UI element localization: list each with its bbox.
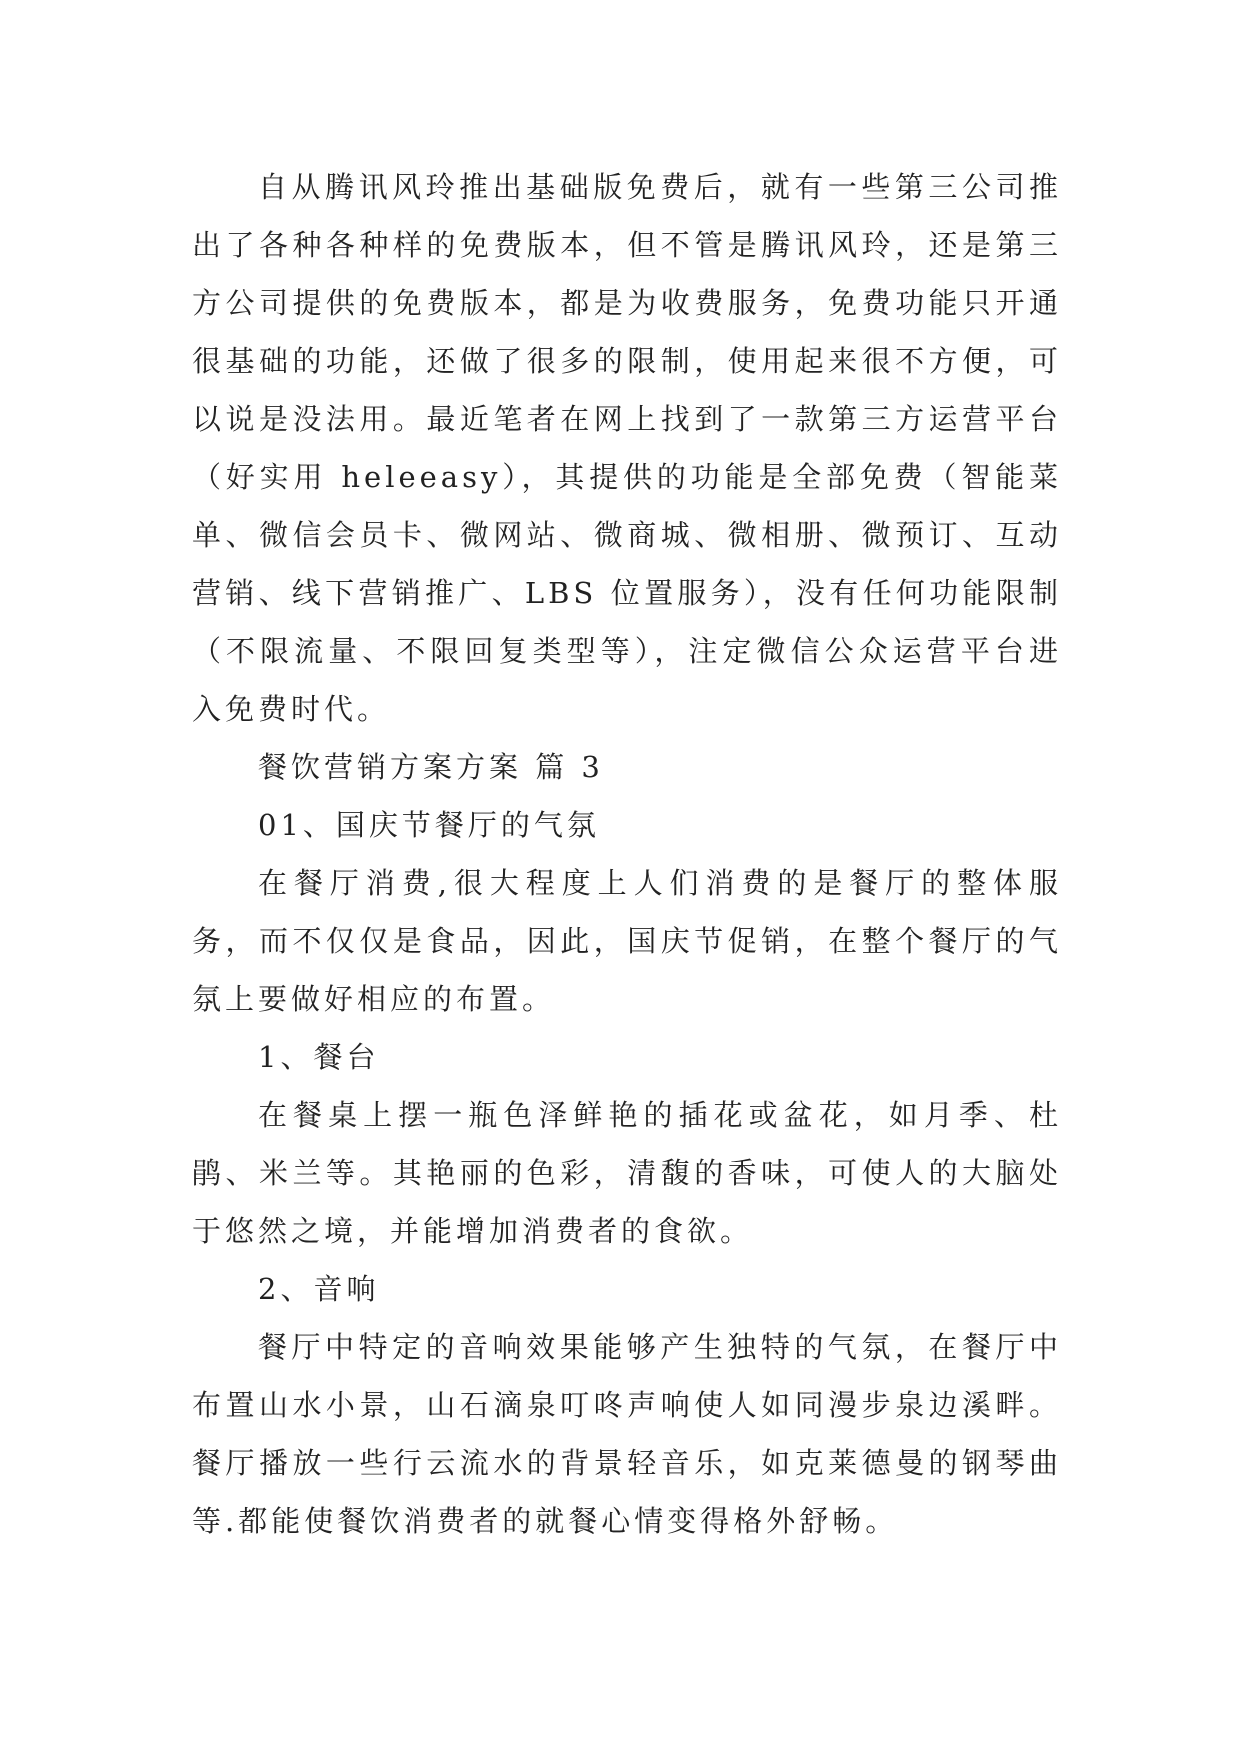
section-heading: 餐饮营销方案方案 篇 3 <box>258 750 604 784</box>
item-heading-table: 1、餐台 <box>258 1040 380 1074</box>
subsection-heading: 01、国庆节餐厅的气氛 <box>258 808 600 842</box>
paragraph-intro: 自从腾讯风玲推出基础版免费后，就有一些第三公司推出了各种各种样的免费版本，但不管是腾讯风玲，还是第三方公司提供的免费版本，都是为收费服务，免费功能只开通很基础的功能，还做了很多的限制，使用起来很不方便，可以说是没法用。最近笔者在网上找到了一款第三方运营平台（好实用 heleeasy），其提供的功能是全部免费（智能菜单、微信会员卡、微网站、微商城、微相册、微预订、互动营销、线下营销推广、LBS 位置服务），没有任何功能限制（不限流量、不限回复类型等），注定微信公众运营平台进入免费时代。 <box>192 170 1062 726</box>
item-heading-audio: 2、音响 <box>258 1272 380 1306</box>
paragraph-table: 在餐桌上摆一瓶色泽鲜艳的插花或盆花，如月季、杜鹃、米兰等。其艳丽的色彩，清馥的香味，可使人的大脑处于悠然之境，并能增加消费者的食欲。 <box>192 1098 1062 1248</box>
paragraph-audio: 餐厅中特定的音响效果能够产生独特的气氛，在餐厅中布置山水小景，山石滴泉叮咚声响使人如同漫步泉边溪畔。餐厅播放一些行云流水的背景轻音乐，如克莱德曼的钢琴曲等.都能使餐饮消费者的就餐心情变得格外舒畅。 <box>192 1330 1062 1538</box>
paragraph-atmosphere: 在餐厅消费,很大程度上人们消费的是餐厅的整体服务，而不仅仅是食品，因此，国庆节促销，在整个餐厅的气氛上要做好相应的布置。 <box>192 866 1062 1016</box>
document-body <box>192 158 1062 1550</box>
